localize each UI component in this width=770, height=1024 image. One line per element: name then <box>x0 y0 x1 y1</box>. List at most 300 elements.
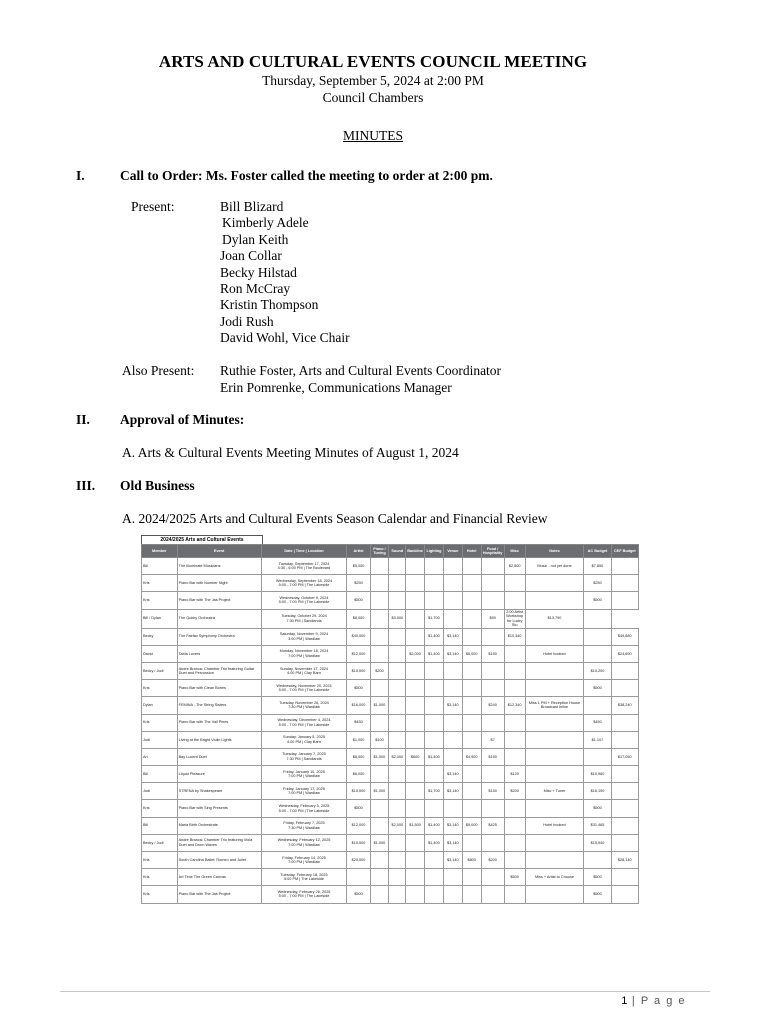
table-cell <box>584 697 611 714</box>
table-cell <box>611 662 638 679</box>
section-2-item: A. Arts & Cultural Events Meeting Minutes of August 1, 2024 <box>122 445 459 460</box>
table-cell <box>425 680 444 697</box>
table-cell <box>525 800 584 817</box>
table-cell: 2:00 Artist Workshop for Lucky Stu <box>506 609 524 628</box>
table-cell <box>370 800 389 817</box>
section-3-heading: Old Business <box>120 478 195 493</box>
table-row <box>142 697 639 714</box>
table-cell: Wednesday, December 4, 2024 5:00 - 7:00 PM | The Lakeside <box>261 714 347 731</box>
table-cell: Becky <box>142 628 178 645</box>
table-cell <box>389 886 406 903</box>
section-1-numeral: I. <box>76 168 85 183</box>
table-cell <box>462 731 481 748</box>
table-cell <box>425 869 444 886</box>
table-cell <box>525 592 584 609</box>
table-cell: $16,000 <box>347 697 370 714</box>
table-cell: Wednesday, October 9, 2024 5:00 - 7:00 PM | The Lakeside <box>261 592 347 609</box>
table-cell <box>389 592 406 609</box>
table-cell: Sunday, January 5, 2025 4:00 PM | Clay Barn <box>261 731 347 748</box>
table-cell <box>504 731 525 748</box>
table-cell <box>370 680 389 697</box>
page-footer <box>621 995 686 1007</box>
table-cell <box>481 886 504 903</box>
table-cell <box>504 834 525 851</box>
table-cell: $20,000 <box>347 852 370 869</box>
table-cell <box>443 680 462 697</box>
table-cell: $1,000 <box>347 731 370 748</box>
table-cell: $12,000 <box>347 817 370 834</box>
table-cell: Kris <box>142 869 178 886</box>
table-cell <box>611 558 638 575</box>
table-cell <box>406 731 425 748</box>
table-cell <box>370 817 389 834</box>
table-cell: Bill <box>142 817 178 834</box>
present-member: Becky Hilstad <box>220 264 297 280</box>
table-cell: $8,000 <box>347 609 370 628</box>
table-row <box>142 592 639 609</box>
table-cell: Tuesday, September 17, 2024 4:30 - 6:00 PM | The Boulevard <box>261 558 347 575</box>
document-title: ARTS AND CULTURAL EVENTS COUNCIL MEETING <box>158 52 588 71</box>
table-cell <box>611 766 638 783</box>
table-cell <box>481 869 504 886</box>
table-cell <box>443 558 462 575</box>
calendar-column-header: AC Budget <box>584 545 611 558</box>
table-cell: The Illuminate Musicians <box>177 558 261 575</box>
table-cell <box>504 592 525 609</box>
present-member: Dylan Keith <box>222 231 289 247</box>
table-cell: Piano Bar with Sing Presents <box>177 800 261 817</box>
table-cell: $500 <box>584 886 611 903</box>
table-cell <box>406 575 425 592</box>
table-cell <box>462 609 481 628</box>
table-cell <box>504 852 525 869</box>
table-cell: The Fairfax Symphony Orchestra <box>177 628 261 645</box>
calendar-column-header: Hotel <box>462 545 481 558</box>
table-cell: Bill <box>142 766 178 783</box>
table-cell <box>389 697 406 714</box>
table-row <box>142 662 639 679</box>
table-cell <box>584 609 611 628</box>
table-cell: Andre Branca: Chamber Trio featuring Viola Duet and Drum Waves <box>177 834 261 851</box>
meeting-location: Council Chambers <box>322 90 424 105</box>
table-cell: $500 <box>504 869 525 886</box>
table-cell <box>370 869 389 886</box>
present-member: Kimberly Adele <box>222 215 309 231</box>
present-label: Present: <box>131 199 175 214</box>
table-cell: $3,000 <box>389 609 406 628</box>
also-present-member: Erin Pomrenke, Communications Manager <box>220 379 452 395</box>
table-cell <box>425 714 444 731</box>
table-cell: Living at the Bright Violin Lights <box>177 731 261 748</box>
table-cell <box>462 800 481 817</box>
table-cell <box>406 783 425 800</box>
calendar-column-header: Misc <box>504 545 525 558</box>
table-cell <box>462 592 481 609</box>
table-cell: $2,500 <box>504 558 525 575</box>
table-cell: The Quirky Orchestra <box>177 609 261 628</box>
table-cell: $200 <box>504 783 525 800</box>
table-cell <box>525 714 584 731</box>
table-cell: $500 <box>347 886 370 903</box>
meeting-date: Thursday, September 5, 2024 at 2:00 PM <box>262 73 484 88</box>
table-cell <box>406 592 425 609</box>
table-cell: Wednesday, November 20, 2024 5:00 - 7:00 PM | The Lakeside <box>261 680 347 697</box>
table-cell <box>389 558 406 575</box>
table-row <box>142 748 639 765</box>
table-cell <box>504 817 525 834</box>
table-cell: Maria Birth Orchestrate <box>177 817 261 834</box>
table-cell <box>389 869 406 886</box>
table-cell <box>504 748 525 765</box>
calendar-column-header: Backline <box>406 545 425 558</box>
table-cell: $500 <box>584 869 611 886</box>
table-cell <box>481 714 504 731</box>
table-cell: Becky / Jodi <box>142 834 178 851</box>
table-cell: $2,000 <box>389 748 406 765</box>
table-cell <box>462 766 481 783</box>
table-cell: Tabla Lovers <box>177 645 261 662</box>
present-member: Kristin Thompson <box>220 297 319 313</box>
season-calendar <box>141 535 639 904</box>
table-cell: Piano Bar with The Jas Project <box>177 886 261 903</box>
table-cell: Art Time The Green Canvas <box>177 869 261 886</box>
table-cell: $10,000 <box>347 662 370 679</box>
table-cell: Friday, January 10, 2025 7:00 PM | Wardlaw <box>261 766 347 783</box>
table-row <box>142 766 639 783</box>
table-cell: $500 <box>347 800 370 817</box>
table-cell <box>462 575 481 592</box>
table-cell: David <box>142 645 178 662</box>
table-cell: Saturday, November 9, 2024 3:00 PM | Wardlaw <box>261 628 347 645</box>
table-cell <box>406 628 425 645</box>
table-cell <box>462 886 481 903</box>
table-cell: $425 <box>481 817 504 834</box>
calendar-column-header: Lighting <box>425 545 444 558</box>
section-3-item: A. 2024/2025 Arts and Cultural Events Season Calendar and Financial Review <box>122 511 548 526</box>
table-cell: Kris <box>142 575 178 592</box>
table-cell <box>370 558 389 575</box>
table-cell: $500 <box>584 592 611 609</box>
table-cell <box>481 766 504 783</box>
table-cell <box>425 852 444 869</box>
table-cell: Sunday, November 17, 2024 4:00 PM | Clay Barn <box>261 662 347 679</box>
calendar-column-header: Member <box>142 545 178 558</box>
table-cell <box>389 662 406 679</box>
table-cell <box>443 575 462 592</box>
table-cell <box>370 645 389 662</box>
table-cell <box>584 748 611 765</box>
table-cell: Friday, January 17, 2025 7:00 PM | Wardlaw <box>261 783 347 800</box>
table-cell <box>406 680 425 697</box>
table-cell <box>406 800 425 817</box>
table-cell <box>525 662 584 679</box>
table-cell: Bill / Dylan <box>142 609 178 628</box>
table-cell: $500 <box>584 680 611 697</box>
table-cell: $500 <box>347 592 370 609</box>
present-member: Ron McCray <box>220 281 291 297</box>
table-cell: $17,050 <box>611 748 638 765</box>
table-cell: Tuesday, October 29, 2024 7:30 PM | Sandlands <box>261 609 347 628</box>
table-cell <box>584 628 611 645</box>
calendar-column-header: Artist <box>347 545 370 558</box>
table-cell <box>462 869 481 886</box>
table-cell <box>481 800 504 817</box>
table-cell: Monday, November 18, 2024 7:00 PM | Wardlaw <box>261 645 347 662</box>
table-cell: $10,340 <box>504 628 525 645</box>
table-cell <box>611 575 638 592</box>
table-cell <box>611 680 638 697</box>
table-cell <box>406 886 425 903</box>
section-2-numeral: II. <box>76 412 90 427</box>
present-member: Jodi Rush <box>220 313 274 329</box>
table-cell <box>443 886 462 903</box>
table-cell <box>425 575 444 592</box>
table-cell: $31,465 <box>584 817 611 834</box>
table-cell: $3,140 <box>443 628 462 645</box>
table-cell: $13,790 <box>525 609 584 628</box>
table-cell: $150 <box>481 645 504 662</box>
table-cell <box>425 592 444 609</box>
table-cell <box>443 592 462 609</box>
present-member: Joan Collar <box>220 248 282 264</box>
table-row <box>142 628 639 645</box>
table-cell: Misc + Tuner <box>525 783 584 800</box>
table-cell <box>443 714 462 731</box>
table-cell: Piano Bar with The Jas Project <box>177 592 261 609</box>
table-cell: Bay Lucent Duet <box>177 748 261 765</box>
also-present-label: Also Present: <box>122 363 195 378</box>
table-cell: Kris <box>142 680 178 697</box>
table-cell: $8,000 <box>347 748 370 765</box>
table-cell: $6,000 <box>347 766 370 783</box>
table-cell <box>370 592 389 609</box>
table-cell <box>406 766 425 783</box>
table-cell: $3,140 <box>443 697 462 714</box>
table-cell: Becky / Jodi <box>142 662 178 679</box>
calendar-table <box>141 544 639 904</box>
table-cell <box>481 575 504 592</box>
table-cell: $3,140 <box>443 852 462 869</box>
table-cell: $10,200 <box>584 662 611 679</box>
present-member: David Wohl, Vice Chair <box>220 330 350 346</box>
calendar-column-header: Venue <box>443 545 462 558</box>
table-cell: FEMINA - The String Sisters <box>177 697 261 714</box>
section-1-heading: Call to Order: Ms. Foster called the meeting to order at 2:00 pm. <box>120 168 493 183</box>
calendar-column-header: CEF Budget <box>611 545 638 558</box>
table-cell: $1,000 <box>370 834 389 851</box>
also-present-list <box>220 363 501 396</box>
table-row <box>142 714 639 731</box>
table-cell <box>525 748 584 765</box>
table-cell <box>443 869 462 886</box>
table-cell <box>425 697 444 714</box>
table-cell: Tuesday, November 26, 2024 7:30 PM | Wardlaw <box>261 697 347 714</box>
table-cell: Dylan <box>142 697 178 714</box>
table-row <box>142 817 639 834</box>
table-cell <box>462 628 481 645</box>
table-cell <box>462 834 481 851</box>
table-cell <box>611 731 638 748</box>
table-cell <box>443 731 462 748</box>
table-row <box>142 869 639 886</box>
page-label: | P a g e <box>631 995 686 1007</box>
table-cell <box>504 645 525 662</box>
table-cell <box>443 662 462 679</box>
calendar-column-header: Date | Time | Location <box>261 545 347 558</box>
table-cell: $49,880 <box>611 628 638 645</box>
table-cell <box>406 852 425 869</box>
table-cell: Music - not yet done <box>525 558 584 575</box>
table-cell: $10,000 <box>347 783 370 800</box>
table-row <box>142 645 639 662</box>
table-cell: $1,700 <box>425 609 444 628</box>
table-cell <box>443 748 462 765</box>
table-cell: $1,400 <box>425 645 444 662</box>
table-cell <box>347 869 370 886</box>
table-cell: Wednesday, February 26, 2025 5:00 - 7:00 PM | The Lakeside <box>261 886 347 903</box>
table-cell: $450 <box>584 714 611 731</box>
footer-divider <box>60 991 710 992</box>
table-cell <box>504 575 525 592</box>
table-cell: $1,700 <box>425 783 444 800</box>
also-present-member: Ruthie Foster, Arts and Cultural Events Coordinator <box>220 363 502 378</box>
table-cell: $240 <box>481 697 504 714</box>
table-cell: Ari <box>142 748 178 765</box>
table-cell <box>611 817 638 834</box>
table-cell <box>389 800 406 817</box>
table-cell <box>584 852 611 869</box>
table-cell: $10,000 <box>347 834 370 851</box>
table-cell: Piano Bar with Number Night <box>177 575 261 592</box>
table-cell: $90 <box>481 609 504 628</box>
table-cell <box>443 609 462 628</box>
table-cell: $1,400 <box>425 628 444 645</box>
present-list <box>220 199 350 347</box>
table-row <box>142 834 639 851</box>
table-cell <box>389 714 406 731</box>
table-cell: $40,000 <box>347 628 370 645</box>
table-cell: Piano Bar with Clean Bones <box>177 680 261 697</box>
table-row <box>142 609 639 628</box>
table-cell: Wednesday, February 12, 2025 7:00 PM | Wardlaw <box>261 834 347 851</box>
table-cell: Piano Bar with The Vail Pines <box>177 714 261 731</box>
table-row <box>142 558 639 575</box>
table-cell: $120 <box>504 766 525 783</box>
table-cell: Miss + Artist to Choose <box>525 869 584 886</box>
table-cell <box>584 645 611 662</box>
calendar-title: 2024/2025 Arts and Cultural Events <box>141 535 263 544</box>
table-cell <box>504 714 525 731</box>
table-cell <box>406 697 425 714</box>
table-cell: $16,190 <box>584 783 611 800</box>
table-cell: $3,140 <box>443 817 462 834</box>
table-cell <box>406 662 425 679</box>
table-cell: Kris <box>142 714 178 731</box>
table-cell: $250 <box>347 575 370 592</box>
table-cell: $7,850 <box>584 558 611 575</box>
table-cell <box>525 575 584 592</box>
table-cell <box>370 575 389 592</box>
table-cell <box>406 834 425 851</box>
table-row <box>142 886 639 903</box>
table-cell <box>462 558 481 575</box>
table-cell <box>370 886 389 903</box>
table-cell: Jodi <box>142 783 178 800</box>
table-cell <box>504 662 525 679</box>
table-cell: Liquid Pleasure <box>177 766 261 783</box>
table-cell <box>481 628 504 645</box>
calendar-header-row <box>142 545 639 558</box>
table-cell: $500 <box>347 680 370 697</box>
table-cell: South Carolina Ballet: Romeo and Juliet <box>177 852 261 869</box>
table-cell: $9,000 <box>462 817 481 834</box>
table-cell <box>611 869 638 886</box>
table-cell <box>481 558 504 575</box>
table-cell: $1,400 <box>425 834 444 851</box>
table-cell <box>425 800 444 817</box>
table-cell: Andre Branca: Chamber Trio featuring Guitar Duet and Percussion <box>177 662 261 679</box>
table-cell: Hotel booked <box>525 645 584 662</box>
table-cell <box>525 731 584 748</box>
table-cell: Jodi <box>142 731 178 748</box>
table-cell: $15,540 <box>584 834 611 851</box>
table-row <box>142 783 639 800</box>
table-cell <box>611 886 638 903</box>
table-cell <box>462 714 481 731</box>
table-cell <box>389 852 406 869</box>
table-cell: $4,900 <box>462 748 481 765</box>
table-cell: $10,960 <box>584 766 611 783</box>
table-cell: STRENA by Shakespeare <box>177 783 261 800</box>
table-row <box>142 852 639 869</box>
table-cell: $12,340 <box>504 697 525 714</box>
table-cell: Wednesday, February 5, 2025 5:00 - 7:00 PM | The Lakeside <box>261 800 347 817</box>
table-cell: Friday, February 14, 2025 7:00 PM | Wardlaw <box>261 852 347 869</box>
table-cell <box>425 662 444 679</box>
table-cell: $600 <box>406 748 425 765</box>
table-row <box>142 800 639 817</box>
table-cell: $3,140 <box>443 783 462 800</box>
calendar-column-header: Food / Hospitality <box>481 545 504 558</box>
table-cell <box>389 783 406 800</box>
table-cell: Bill <box>142 558 178 575</box>
table-cell: $100 <box>370 731 389 748</box>
table-cell: $7 <box>481 731 504 748</box>
table-cell <box>611 592 638 609</box>
table-cell <box>611 800 638 817</box>
table-cell <box>525 766 584 783</box>
table-row <box>142 680 639 697</box>
table-cell <box>525 628 584 645</box>
table-cell: $6,000 <box>462 645 481 662</box>
table-cell <box>504 886 525 903</box>
table-row <box>142 575 639 592</box>
table-cell <box>481 834 504 851</box>
table-cell: $200 <box>370 662 389 679</box>
table-cell: Friday, February 7, 2025 7:30 PM | Wardlaw <box>261 817 347 834</box>
table-cell: $5,000 <box>347 558 370 575</box>
table-cell <box>389 680 406 697</box>
table-cell: Kris <box>142 592 178 609</box>
table-cell: $450 <box>347 714 370 731</box>
table-cell <box>406 558 425 575</box>
table-cell: $24,690 <box>611 645 638 662</box>
table-cell: $1,000 <box>370 748 389 765</box>
table-cell <box>389 575 406 592</box>
table-cell <box>611 783 638 800</box>
table-cell: $28,140 <box>611 852 638 869</box>
table-cell <box>425 731 444 748</box>
